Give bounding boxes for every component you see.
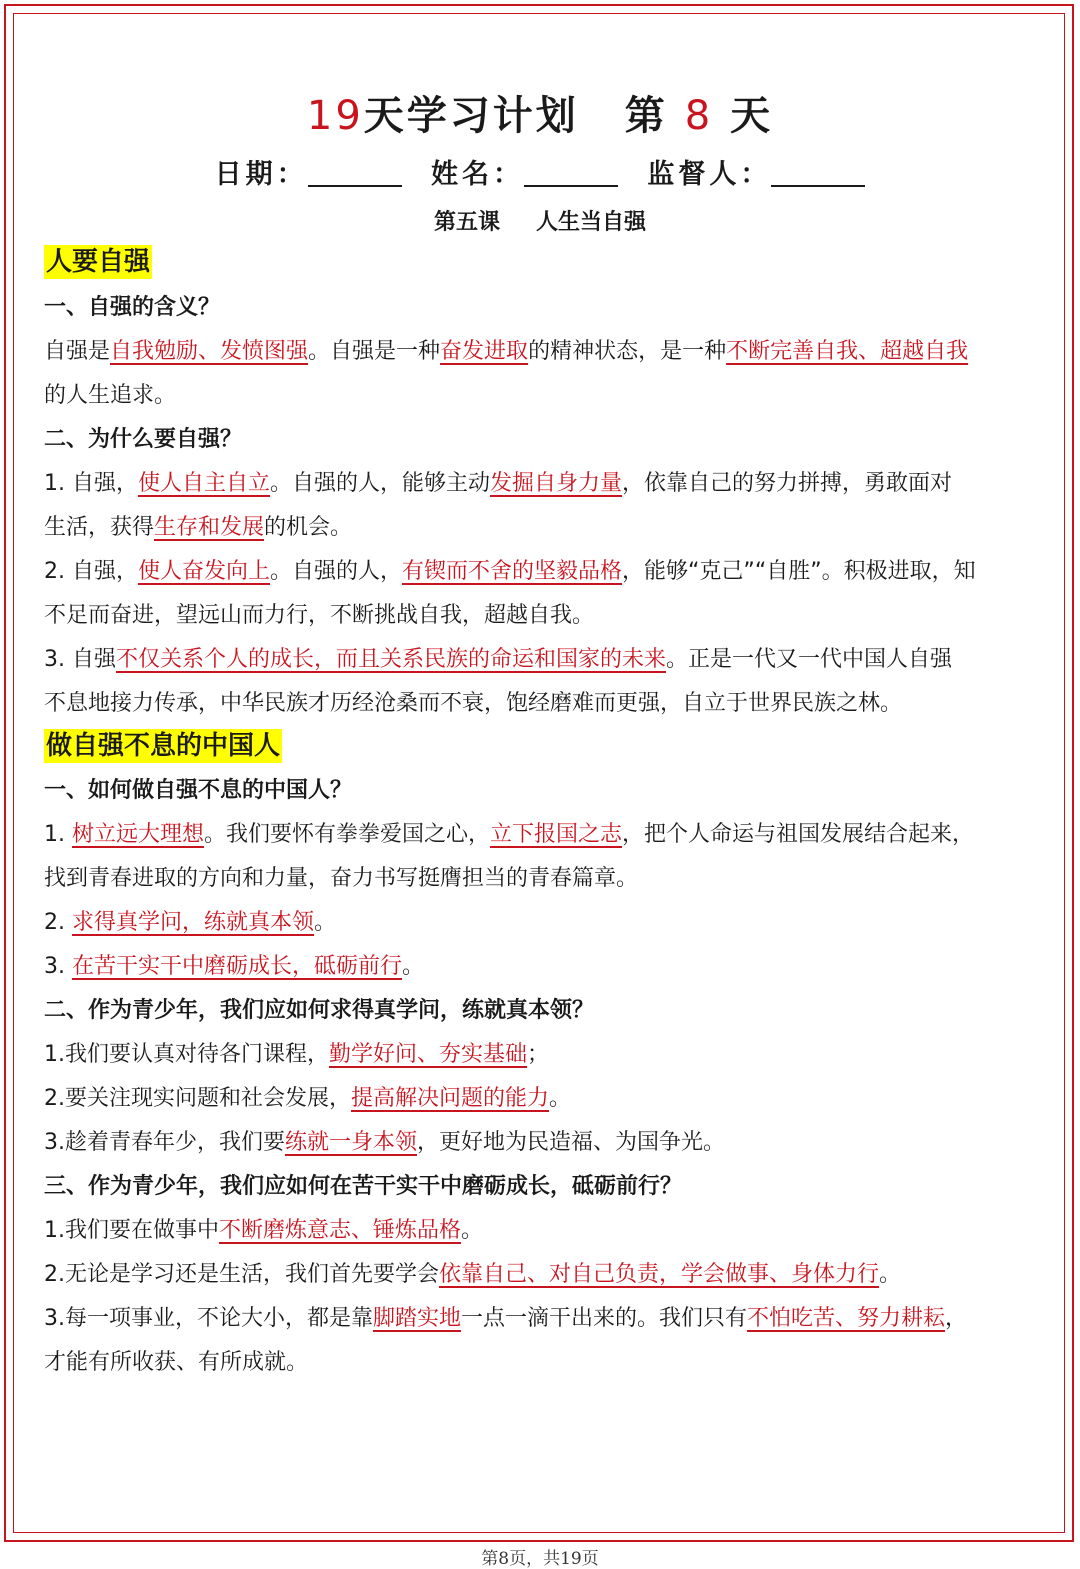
section-heading-1-text: 人要自强 [46,247,151,277]
section-heading-2 [44,728,282,764]
key-point: 勤学好问、夯实基础 [329,1042,528,1067]
supervisor-label: 监督人： [647,159,772,190]
key-point: 在苦干实干中磨砺成长，砥砺前行 [71,954,402,979]
info-row [0,152,1080,191]
question-heading: 三、作为青少年，我们应如何在苦干实干中磨砺成长，砥砺前行？ [44,1174,683,1199]
lesson-name: 人生当自强 [536,210,647,235]
list-item: 3. 自强不仅关系个人的成长，而且关系民族的命运和国家的未来。正是一代又一代中国人自强 [44,647,953,672]
key-point: 树立远大理想 [71,822,204,847]
question-heading: 二、为什么要自强？ [44,427,243,452]
title-day-number: 8 [684,93,714,139]
list-item: 2.无论是学习还是生活，我们首先要学会依靠自己、对自己负责，学会做事、身体力行。 [44,1262,902,1287]
list-item: 3.趁着青春年少，我们要练就一身本领，更好地为民造福、为国争光。 [44,1130,726,1155]
page-number-footer: 第8页，共19页 [481,1549,599,1569]
title-day-prefix: 第 [624,92,668,139]
list-item-cont: 不息地接力传承，中华民族才历经沧桑而不衰，饱经磨难而更强，自立于世界民族之林。 [44,691,903,716]
key-point: 使人自主自立 [137,471,270,496]
paragraph-line: 的人生追求。 [44,383,177,408]
list-item: 3. 在苦干实干中磨砺成长，砥砺前行。 [44,954,425,979]
list-item: 2. 求得真学问，练就真本领。 [44,910,337,935]
lesson-title [0,205,1080,236]
key-point: 不断磨炼意志、锤炼品格 [219,1218,462,1243]
section-heading-1 [44,244,152,280]
list-item-cont: 不足而奋进，望远山而力行，不断挑战自我，超越自我。 [44,603,595,628]
name-blank[interactable] [524,157,618,187]
section-heading-2-text: 做自强不息的中国人 [46,731,281,761]
supervisor-blank[interactable] [771,157,865,187]
key-point: 不断完善自我、超越自我 [726,339,969,364]
list-item-cont: 找到青春进取的方向和力量，奋力书写挺膺担当的青春篇章。 [44,866,639,891]
paragraph-line: 自强是自我勉励、发愤图强。自强是一种奋发进取的精神状态，是一种不断完善自我、超越自我 [44,339,969,364]
plan-days-count: 19 [306,93,364,139]
list-item-cont: 才能有所收获、有所成就。 [44,1350,309,1375]
question-heading: 二、作为青少年，我们应如何求得真学问，练就真本领？ [44,998,595,1023]
key-point: 求得真学问，练就真本领 [71,910,314,935]
list-item: 2. 自强，使人奋发向上。自强的人，有锲而不舍的坚毅品格，能够“克己”“自胜”。积极进取，知 [44,559,976,584]
key-point: 使人奋发向上 [137,559,270,584]
key-point: 不仅关系个人的成长，而且关系民族的命运和国家的未来 [115,647,666,672]
list-item: 1. 自强，使人自主自立。自强的人，能够主动发掘自身力量，依靠自己的努力拼搏，勇敢面对 [44,471,953,496]
list-item: 3.每一项事业，不论大小，都是靠脚踏实地一点一滴干出来的。我们只有不怕吃苦、努力耕耘， [44,1306,968,1331]
list-item: 1.我们要认真对待各门课程，勤学好问、夯实基础； [44,1042,550,1067]
key-point: 提高解决问题的能力 [351,1086,550,1111]
list-item: 1. 树立远大理想。我们要怀有拳拳爱国之心，立下报国之志，把个人命运与祖国发展结合起来， [44,822,975,847]
key-point: 脚踏实地 [373,1306,462,1331]
date-label: 日期： [214,159,308,190]
title-text: 天学习计划 [363,92,579,139]
key-point: 依靠自己、对自己负责，学会做事、身体力行 [439,1262,880,1287]
question-heading: 一、如何做自强不息的中国人？ [44,778,353,803]
question-heading: 一、自强的含义？ [44,295,221,320]
key-point: 不怕吃苦、努力耕耘 [747,1306,946,1331]
key-point: 自我勉励、发愤图强 [110,339,309,364]
key-point: 有锲而不舍的坚毅品格 [402,559,623,584]
list-item-cont: 生活，获得生存和发展的机会。 [44,515,353,540]
key-point: 发掘自身力量 [490,471,623,496]
key-point: 生存和发展 [154,515,265,540]
page-title [0,84,1080,141]
name-label: 姓名： [431,159,524,190]
list-item: 2.要关注现实问题和社会发展，提高解决问题的能力。 [44,1086,572,1111]
key-point: 奋发进取 [440,339,529,364]
key-point: 练就一身本领 [285,1130,418,1155]
list-item: 1.我们要在做事中不断磨炼意志、锤炼品格。 [44,1218,484,1243]
lesson-number: 第五课 [433,210,500,235]
date-blank[interactable] [308,157,402,187]
title-day-suffix: 天 [730,92,774,139]
key-point: 立下报国之志 [490,822,623,847]
